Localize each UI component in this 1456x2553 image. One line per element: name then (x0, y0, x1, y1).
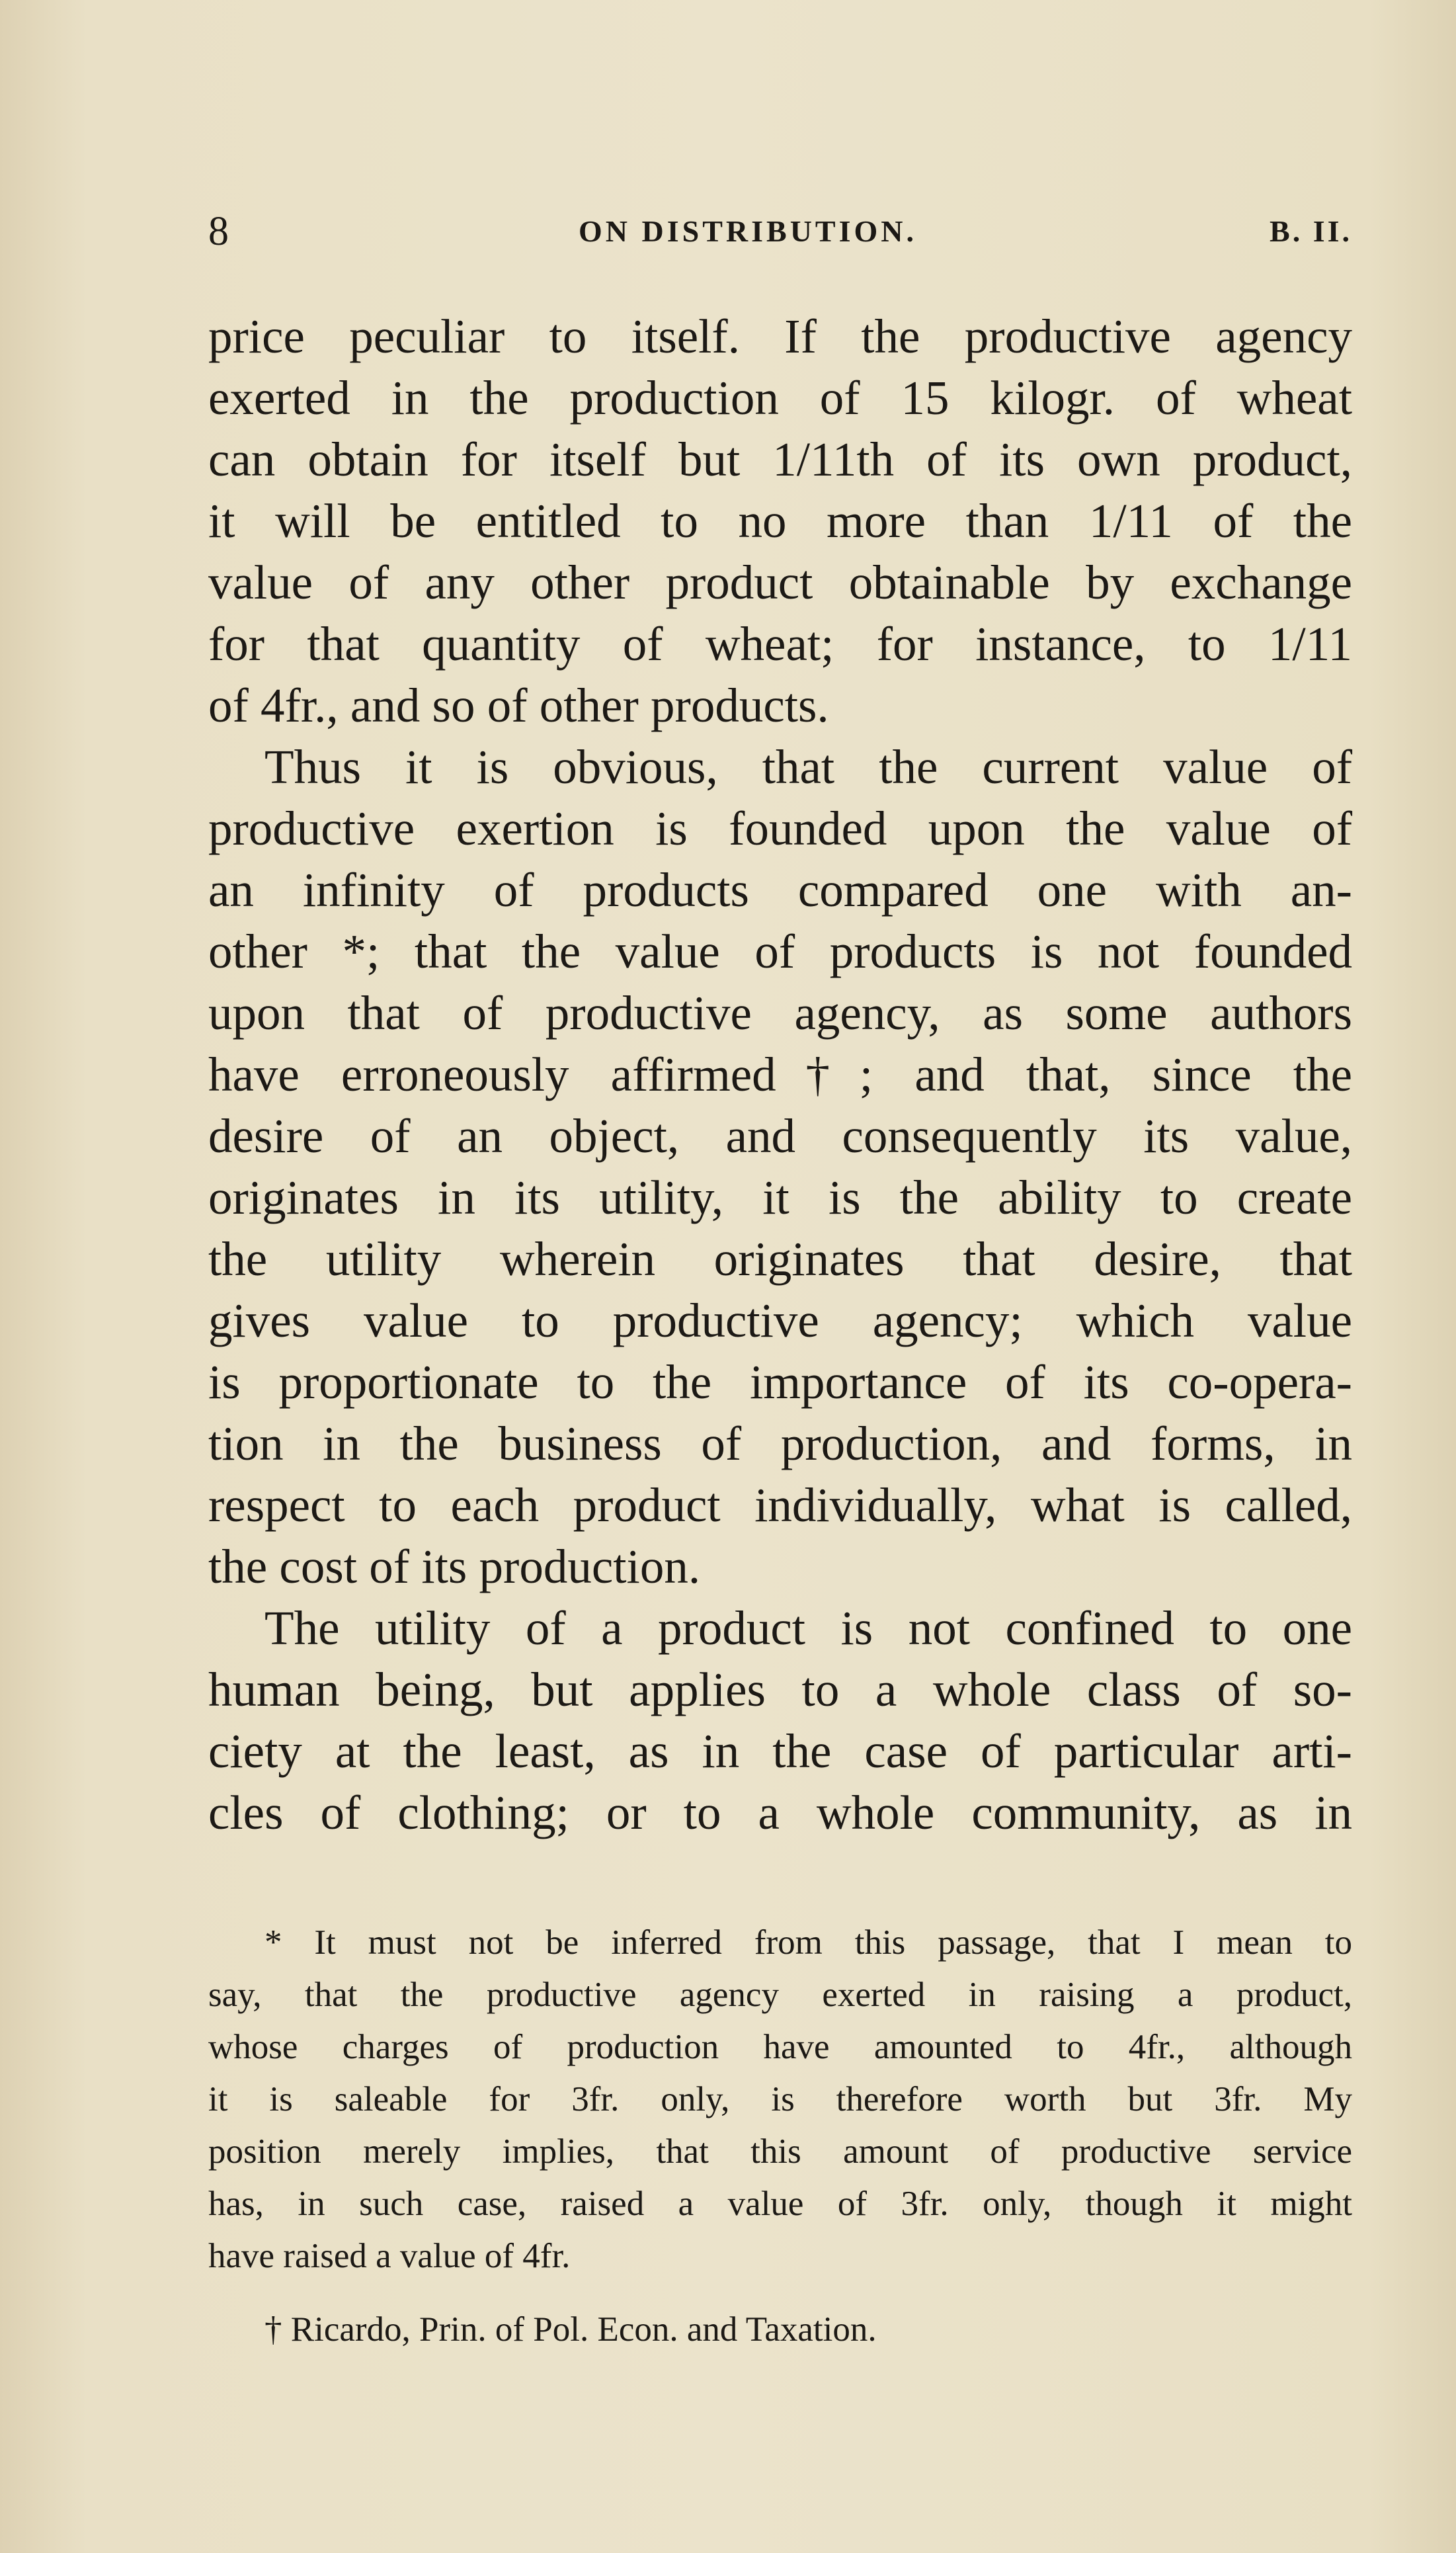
body-line: the cost of its production. (208, 1540, 701, 1593)
running-title: ON DISTRIBUTION. (579, 214, 917, 248)
footnote-line: it is saleable for 3fr. only, is therefore worth but 3fr. My (208, 2080, 1352, 2118)
footnote-line: has, in such case, raised a value of 3fr. only, though it might (208, 2185, 1352, 2223)
body-line: it will be entitled to no more than 1/11 of the (208, 494, 1352, 548)
footnote-line: position merely implies, that this amount of productive service (208, 2132, 1352, 2171)
body-line: other *; that the value of products is not founded (208, 925, 1352, 978)
body-line: value of any other product obtainable by exchange (208, 556, 1352, 609)
body-line: is proportionate to the importance of its co-opera- (208, 1355, 1352, 1409)
body-line: tion in the business of production, and forms, in (208, 1417, 1352, 1470)
page-header (208, 198, 1352, 265)
body-line: an infinity of products compared one with an- (208, 863, 1352, 917)
body-line: exerted in the production of 15 kilogr. of wheat (208, 371, 1352, 425)
body-line: have erroneously affirmed†; and that, since the (208, 1048, 1352, 1101)
body-line: desire of an object, and consequently its value, (208, 1109, 1352, 1163)
body-text (208, 306, 1352, 1843)
body-line: productive exertion is founded upon the value of (208, 802, 1352, 855)
body-line: price peculiar to itself. If the productive agency (208, 310, 1352, 363)
body-line: can obtain for itself but 1/11th of its own product, (208, 433, 1352, 486)
body-line: originates in its utility, it is the ability to create (208, 1171, 1352, 1224)
body-line: for that quantity of wheat; for instance, to 1/11 (208, 617, 1352, 671)
body-line: upon that of productive agency, as some authors (208, 986, 1352, 1040)
paragraph-start-line: The utility of a product is not confined to one (264, 1601, 1352, 1655)
page-number: 8 (208, 209, 229, 254)
body-line: the utility wherein originates that desire, that (208, 1232, 1352, 1286)
body-line: respect to each product individually, what is called, (208, 1478, 1352, 1532)
body-line: gives value to productive agency; which value (208, 1294, 1352, 1347)
footnote-line: say, that the productive agency exerted in raising a product, (208, 1976, 1352, 2014)
body-line: ciety at the least, as in the case of particular arti- (208, 1724, 1352, 1778)
footnote-line: * It must not be inferred from this passage, that I mean to (264, 1923, 1352, 1962)
body-line: cles of clothing; or to a whole community, as in (208, 1786, 1352, 1839)
footnotes (208, 1917, 1352, 2356)
book-reference: B. II. (1270, 214, 1352, 248)
footnote-line: † Ricardo, Prin. of Pol. Econ. and Taxation. (264, 2310, 877, 2349)
body-line: human being, but applies to a whole class of so- (208, 1663, 1352, 1716)
footnote-line: have raised a value of 4fr. (208, 2237, 571, 2275)
body-line: of 4fr., and so of other products. (208, 679, 829, 732)
footnote-line: whose charges of production have amounted to 4fr., although (208, 2028, 1352, 2066)
paragraph-start-line: Thus it is obvious, that the current value of (264, 740, 1352, 794)
